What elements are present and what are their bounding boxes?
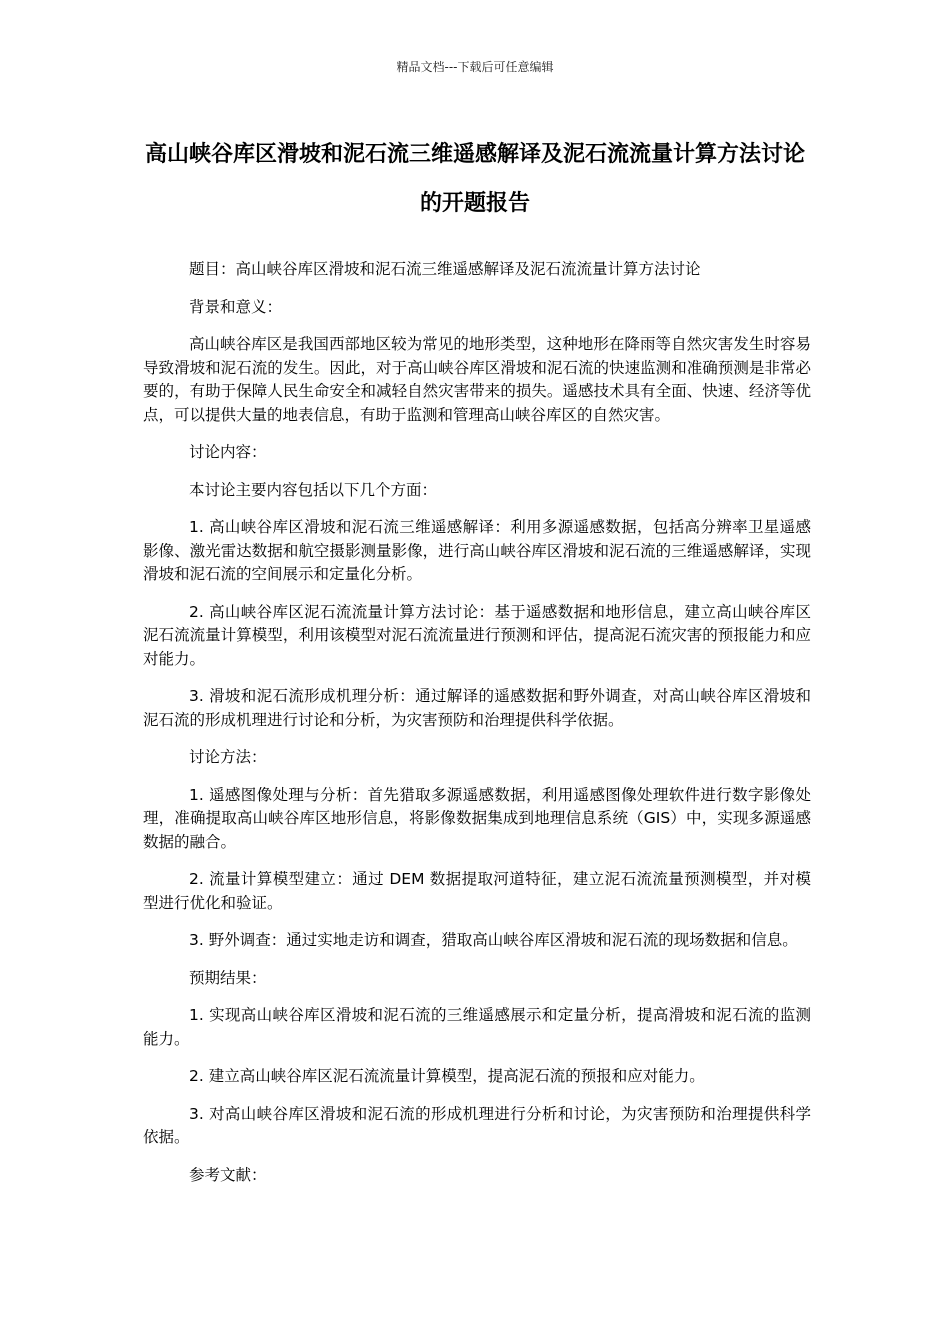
section-heading-background: 背景和意义： xyxy=(189,297,283,316)
content-intro: 本讨论主要内容包括以下几个方面： xyxy=(189,480,438,499)
section-heading-references: 参考文献： xyxy=(189,1165,267,1184)
result-item-3: 3. 对高山峡谷库区滑坡和泥石流的形成机理进行分析和讨论，为灾害预防和治理提供科学依据。 xyxy=(143,1104,811,1146)
section-heading-methods: 讨论方法： xyxy=(189,748,267,766)
content-item-2: 2. 高山峡谷库区泥石流流量计算方法讨论：基于遥感数据和地形信息，建立高山峡谷库区泥石流流量计算模型，利用该模型对泥石流流量进行预测和评估，提高泥石流灾害的预报能力和应对能力。 xyxy=(143,602,811,668)
document-body xyxy=(143,258,811,1201)
topic-line: 题目：高山峡谷库区滑坡和泥石流三维遥感解译及泥石流流量计算方法讨论 xyxy=(189,260,701,278)
section-heading-content: 讨论内容： xyxy=(189,443,267,461)
document-title: 高山峡谷库区滑坡和泥石流三维遥感解译及泥石流流量计算方法讨论的开题报告 xyxy=(144,142,805,216)
method-item-1: 1. 遥感图像处理与分析：首先猎取多源遥感数据，利用遥感图像处理软件进行数字影像处理，准确提取高山峡谷库区地形信息，将影像数据集成到地理信息系统（GIS）中，实现多源遥感数据的融合。 xyxy=(143,785,811,851)
result-item-1: 1. 实现高山峡谷库区滑坡和泥石流的三维遥感展示和定量分析，提高滑坡和泥石流的监测能力。 xyxy=(143,1006,811,1048)
content-item-3: 3. 滑坡和泥石流形成机理分析：通过解译的遥感数据和野外调查，对高山峡谷库区滑坡和泥石流的形成机理进行讨论和分析，为灾害预防和治理提供科学依据。 xyxy=(143,687,811,729)
section-heading-results: 预期结果： xyxy=(189,968,267,987)
result-item-2: 2. 建立高山峡谷库区泥石流流量计算模型，提高泥石流的预报和应对能力。 xyxy=(189,1067,705,1085)
background-paragraph: 高山峡谷库区是我国西部地区较为常见的地形类型，这种地形在降雨等自然灾害发生时容易导致滑坡和泥石流的发生。因此，对于高山峡谷库区滑坡和泥石流的快速监测和准确预测是非常必要的，有助于保障人民生命安全和减轻自然灾害带来的损失。遥感技术具有全面、快速、经济等优点，可以提供大量的地表信息，有助于监测和管理高山峡谷库区的自然灾害。 xyxy=(143,335,811,424)
header-note: 精品文档---下载后可任意编辑 xyxy=(396,60,554,74)
method-item-3: 3. 野外调查：通过实地走访和调查，猎取高山峡谷库区滑坡和泥石流的现场数据和信息。 xyxy=(189,931,798,949)
method-item-2: 2. 流量计算模型建立：通过 DEM 数据提取河道特征，建立泥石流流量预测模型，并对模型进行优化和验证。 xyxy=(143,870,811,912)
content-item-1: 1. 高山峡谷库区滑坡和泥石流三维遥感解译：利用多源遥感数据，包括高分辨率卫星遥感影像、激光雷达数据和航空摄影测量影像，进行高山峡谷库区滑坡和泥石流的三维遥感解译，实现滑坡和泥石流的空间展示和定量化分析。 xyxy=(143,518,811,583)
